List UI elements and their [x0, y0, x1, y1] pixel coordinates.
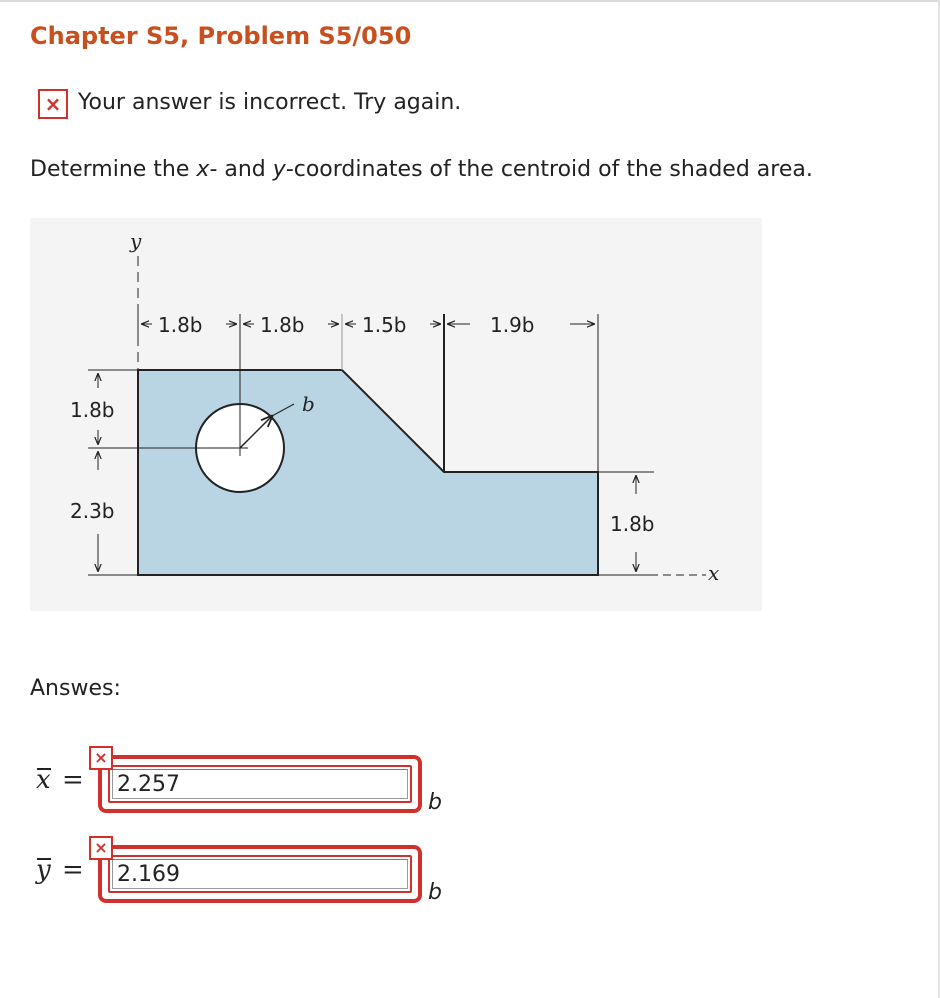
page-title: Chapter S5, Problem S5/050 — [30, 22, 412, 50]
x-bar-input-inner-frame — [108, 765, 412, 803]
question-x-var: x — [196, 157, 210, 182]
x-axis-label: x — [708, 561, 720, 585]
page-top-border — [0, 0, 940, 2]
question-y-var: y — [272, 157, 286, 182]
hole-radius-label: b — [302, 392, 315, 416]
centroid-diagram — [30, 218, 762, 611]
x-bar-error-icon: × — [89, 746, 113, 770]
y-bar-unit: b — [428, 880, 442, 905]
y-bar-input-frame — [98, 845, 422, 903]
x-bar-input[interactable] — [112, 769, 408, 799]
y-bar-input-inner-frame — [108, 855, 412, 893]
centroid-figure — [30, 218, 762, 611]
y-bar-error-icon: × — [89, 836, 113, 860]
dim-right-label: 1.8b — [610, 512, 655, 536]
x-bar-input-frame — [98, 755, 422, 813]
incorrect-x-icon: × — [38, 89, 68, 119]
y-bar-input[interactable] — [112, 859, 408, 889]
dim-top-3-label: 1.5b — [362, 313, 407, 337]
feedback-message: Your answer is incorrect. Try again. — [78, 90, 462, 115]
dim-left-upper-label: 1.8b — [70, 398, 115, 422]
x-bar-unit: b — [428, 790, 442, 815]
question-text — [30, 157, 813, 182]
question-part3: -coordinates of the centroid of the shaded area. — [285, 157, 813, 182]
y-bar-symbol: y — [36, 855, 51, 885]
question-part2: - and — [209, 157, 273, 182]
dim-top-4-label: 1.9b — [490, 313, 535, 337]
x-bar-equals: = — [62, 765, 84, 795]
answers-label: Answes: — [30, 676, 121, 701]
question-part1: Determine the — [30, 157, 197, 182]
x-bar-symbol: x — [36, 765, 51, 795]
y-bar-equals: = — [62, 855, 84, 885]
y-axis-label: y — [130, 229, 142, 253]
dim-left-lower-label: 2.3b — [70, 499, 115, 523]
dim-top-1-label: 1.8b — [158, 313, 203, 337]
dim-top-2-label: 1.8b — [260, 313, 305, 337]
